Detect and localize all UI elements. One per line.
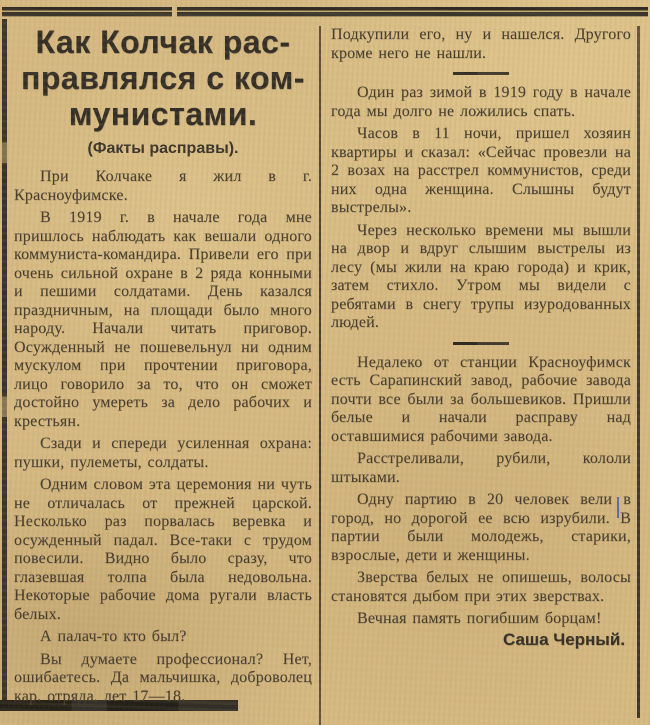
left-column-body (14, 168, 312, 706)
article-paragraph: Сзади и спереди усиленная охрана: пушки, пулеметы, солдаты. (14, 435, 312, 471)
top-rule-left-segment (2, 7, 172, 16)
headline-line: правлялся с ком- (21, 60, 305, 96)
article-paragraph: Подкупили его, ну и нашелся. Другого кроме него не нашли. (331, 26, 631, 62)
section-divider (453, 342, 509, 345)
left-border-rule (2, 19, 7, 705)
article-paragraph: Вечная память погибшим борцам! (357, 610, 602, 627)
author-signature: Саша Черный. (502, 629, 625, 649)
section-divider (453, 72, 509, 75)
right-column-body (331, 26, 631, 650)
left-column (14, 24, 312, 706)
article-paragraph: Зверства белых не опишешь, волосы становятся дыбом при этих зверствах. (331, 569, 631, 605)
article-paragraph: Вы думаете профессионал? Нет, ошибаетесь. Да мальчишка, доброволец кар. отряда, лет 17—18. (14, 650, 312, 705)
headline-line: мунистами. (68, 96, 258, 132)
article-paragraph: При Колчаке я жил в г. Красноуфимске. (14, 168, 312, 204)
article-paragraph: Недалеко от станции Красноуфимск есть Сарапинский завод, рабочие завода почти все были за большевиков. Пришли белые и начали расправу над оставшимися рабочими завода. (331, 353, 631, 445)
right-border-rule (637, 26, 640, 718)
right-column (331, 26, 631, 650)
column-divider-rule (319, 26, 321, 725)
article-paragraph: Одну партию в 20 человек вели в город, но дорогой ее всю изрубили. В партии были молодежь, старики, взрослые, дети и женщины. (331, 491, 631, 564)
headline-line: Как Колчак рас- (35, 24, 291, 60)
article-paragraph: В 1919 г. в начале года мне пришлось наблюдать как вешали одного коммуниста-командира. Привели его при очень сильной охране в 2 ряда конными и пешими солдатами. День казался праздничным, на площади было много народу. Начали читать приговор. Осужденный не пошевельнул ни одним мускулом при прочтении приговора, лицо говорило за то, что он сможет достойно умереть за дело рабочих и крестьян. (14, 209, 312, 430)
article-paragraph: А палач-то кто был? (40, 628, 187, 645)
article-paragraph: Через несколько времени мы вышли на двор и вдруг слышим выстрелы из лесу (мы жили на краю города) и крик, затем стихло. Утром мы видели с ребятами в снегу трупы изуродованных людей. (331, 221, 631, 331)
article-paragraph: Один раз зимой в 1919 году в начале года мы долго не ложились спать. (331, 84, 631, 120)
article-headline (14, 24, 312, 132)
article-subhead: (Факты расправы). (87, 140, 239, 157)
article-paragraph: Расстреливали, рубили, кололи штыками. (331, 450, 631, 486)
top-rule-right-segment (177, 7, 648, 16)
article-paragraph: Одним словом эта церемония ни чуть не отличалась от прежней царской. Несколько раз порвалась веревка и осужденный падал. Все-таки с трудом повесили. Видно было сразу, что глазевшая толпа была недовольна. Некоторые рабочие дома ругали власть белых. (14, 476, 312, 623)
article-paragraph: Часов в 11 ночи, пришел хозяин квартиры и сказал: «Сейчас провезли на 2 возах на расстрел коммунистов, среди них одна женщина. Слышны будут выстрелы». (331, 125, 631, 216)
